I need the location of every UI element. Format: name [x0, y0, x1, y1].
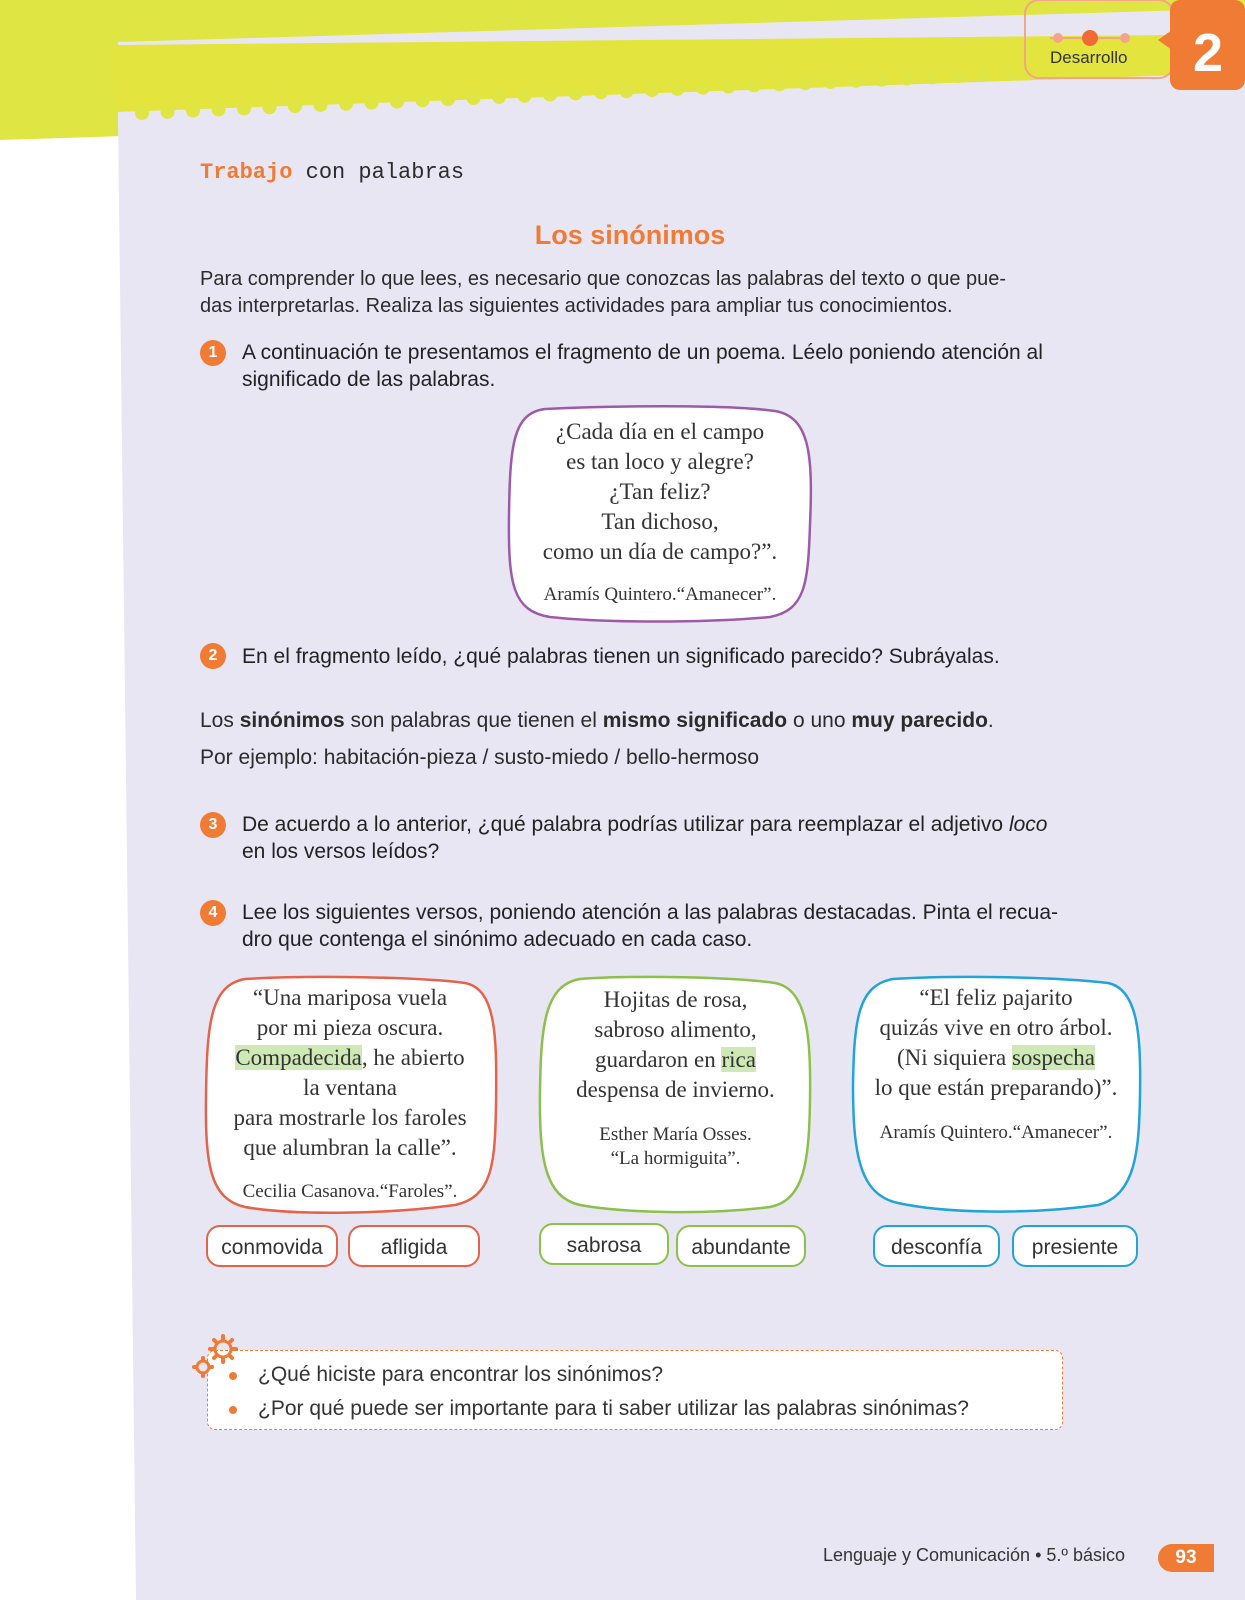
perforation-dot	[467, 91, 481, 105]
question-3-text	[242, 811, 1072, 865]
page-number: 93	[1158, 1544, 1214, 1572]
perforation-dot	[135, 106, 149, 120]
verse-c	[852, 983, 1140, 1103]
perforation-dot	[747, 78, 761, 92]
unit-number: 2	[1192, 23, 1224, 83]
verse-part: (Ni siquiera	[897, 1045, 1012, 1070]
perforation-dot	[594, 85, 608, 99]
reflection-question-2: ¿Por qué puede ser importante para ti saber utilizar las palabras sinónimas?	[258, 1397, 969, 1420]
perforation-dot	[620, 84, 634, 98]
verse-line: para mostrarle los faroles	[233, 1105, 467, 1130]
verse-line	[852, 1043, 1140, 1073]
verse-b-source	[538, 1123, 813, 1171]
question-line: A continuación te presentamos el fragmento de un poema. Léelo poniendo atención al	[242, 341, 1043, 364]
definition-part: .	[987, 709, 994, 732]
perforation-dot	[569, 86, 583, 100]
question-number: 2	[200, 643, 226, 669]
verse-line: “Una mariposa vuela	[252, 985, 448, 1010]
perforation-dot	[722, 80, 736, 94]
perforation-dot	[1002, 67, 1016, 81]
section-label	[200, 160, 464, 185]
question-number: 1	[200, 340, 226, 366]
poem-source: Aramís Quintero.“Amanecer”.	[543, 584, 777, 605]
perforation-dot	[696, 81, 710, 95]
question-line: en los versos leídos?	[242, 840, 440, 863]
poem-line: ¿Cada día en el campo	[555, 419, 765, 444]
perforation-dot	[237, 101, 251, 115]
question-part: De acuerdo a lo anterior, ¿qué palabra podrías utilizar para reemplazar el adjetivo	[242, 813, 1009, 836]
perforation-dot	[849, 74, 863, 88]
question-italic-word: loco	[1008, 813, 1048, 836]
perforation-dot	[518, 89, 532, 103]
verse-part: guardaron en	[595, 1047, 722, 1072]
question-4-text	[242, 899, 1072, 953]
poem-line: Tan dichoso,	[601, 509, 719, 534]
perforation-dot	[288, 99, 302, 113]
question-number: 3	[200, 812, 226, 838]
perforation-dot	[824, 75, 838, 89]
perforation-dot	[671, 82, 685, 96]
intro-paragraph	[200, 266, 1060, 320]
verse-b	[538, 985, 813, 1105]
perforation-dot	[900, 72, 914, 86]
definition-part: Los	[200, 709, 240, 732]
perforation-dot	[314, 98, 328, 112]
option-sabrosa[interactable]: sabrosa	[539, 1223, 669, 1265]
perforation-dot	[645, 83, 659, 97]
definition-part: o uno	[787, 709, 852, 732]
section-label-rest: con palabras	[305, 160, 465, 185]
question-line: En el fragmento leído, ¿qué palabras tienen un significado parecido? Subráyalas.	[242, 645, 1000, 668]
perforation-dot	[951, 69, 965, 83]
poem-fragment	[505, 417, 815, 567]
verse-c-source: Aramís Quintero.“Amanecer”.	[879, 1122, 1113, 1143]
option-presiente[interactable]: presiente	[1012, 1225, 1138, 1267]
reflection-question-1: ¿Qué hiciste para encontrar los sinónimos?	[258, 1363, 664, 1386]
poem-line: es tan loco y alegre?	[566, 449, 754, 474]
perforation-dot	[416, 93, 430, 107]
footer-subject: Lenguaje y Comunicación • 5.º básico	[822, 1545, 1125, 1565]
perforation-dot	[798, 76, 812, 90]
question-1-text	[242, 339, 1072, 393]
poem-line: ¿Tan feliz?	[609, 479, 711, 504]
definition-part: son palabras que tienen el	[344, 709, 603, 732]
verse-line: lo que están preparando)”.	[874, 1075, 1118, 1100]
highlighted-word: sospecha	[1011, 1045, 1095, 1070]
poem-line: como un día de campo?”.	[542, 539, 778, 564]
perforation-dot	[161, 105, 175, 119]
perforation-dot	[212, 103, 226, 117]
verse-line: que alumbran la calle”.	[243, 1135, 457, 1160]
question-line: dro que contenga el sinónimo adecuado en cada caso.	[242, 928, 753, 951]
verse-line: sabroso alimento,	[594, 1017, 757, 1042]
bullet	[229, 1406, 237, 1414]
source-line: Esther María Osses.	[599, 1124, 752, 1145]
bullet	[229, 1372, 237, 1380]
question-number: 4	[200, 900, 226, 926]
verse-a-source: Cecilia Casanova.“Faroles”.	[242, 1181, 458, 1202]
source-line: “La hormiguita”.	[610, 1148, 741, 1169]
intro-line: Para comprender lo que lees, es necesario que conozcas las palabras del texto o que pue-	[200, 268, 1007, 290]
verse-line: “El feliz pajarito	[919, 985, 1073, 1010]
section-label-highlight: Trabajo	[200, 160, 293, 185]
verse-line: despensa de invierno.	[576, 1077, 775, 1102]
perforation-dot	[875, 73, 889, 87]
verse-line: Hojitas de rosa,	[603, 987, 748, 1012]
perforation-dot	[390, 95, 404, 109]
question-line: Lee los siguientes versos, poniendo atención a las palabras destacadas. Pinta el recua-	[242, 901, 1059, 924]
highlighted-word: Compadecida	[235, 1045, 362, 1070]
perforation-dot	[926, 70, 940, 84]
verse-line: por mi pieza oscura.	[256, 1015, 444, 1040]
definition-text	[200, 707, 1060, 734]
verse-a	[205, 983, 495, 1163]
verse-line	[538, 1045, 813, 1075]
definition-bold: sinónimos	[239, 709, 345, 732]
unit-section-label: Desarrollo	[1050, 48, 1128, 67]
perforation-dot	[263, 100, 277, 114]
verse-line: quizás vive en otro árbol.	[879, 1015, 1113, 1040]
definition-example: Por ejemplo: habitación-pieza / susto-miedo / bello-hermoso	[200, 746, 760, 769]
definition-bold: muy parecido	[851, 709, 988, 732]
verse-line	[205, 1043, 495, 1073]
page-title: Los sinónimos	[534, 220, 726, 250]
question-line: significado de las palabras.	[242, 368, 496, 391]
perforation-dot	[441, 92, 455, 106]
option-conmovida[interactable]: conmovida	[206, 1225, 338, 1267]
question-2-text	[242, 643, 1072, 670]
perforation-dot	[186, 104, 200, 118]
intro-line: das interpretarlas. Realiza las siguientes actividades para ampliar tus conocimientos.	[200, 295, 953, 317]
verse-part: , he abierto	[361, 1045, 465, 1070]
verse-line: la ventana	[303, 1075, 397, 1100]
highlighted-word: rica	[721, 1047, 756, 1072]
option-afligida[interactable]: afligida	[348, 1225, 480, 1267]
question-line	[242, 811, 1072, 838]
perforation-dot	[977, 68, 991, 82]
definition-bold: mismo significado	[602, 709, 788, 732]
perforation-dot	[773, 77, 787, 91]
option-abundante[interactable]: abundante	[676, 1225, 806, 1267]
option-desconfia[interactable]: desconfía	[873, 1225, 1000, 1267]
perforation-dot	[543, 88, 557, 102]
perforation-dot	[339, 97, 353, 111]
perforation-dot	[492, 90, 506, 104]
perforation-dot	[365, 96, 379, 110]
